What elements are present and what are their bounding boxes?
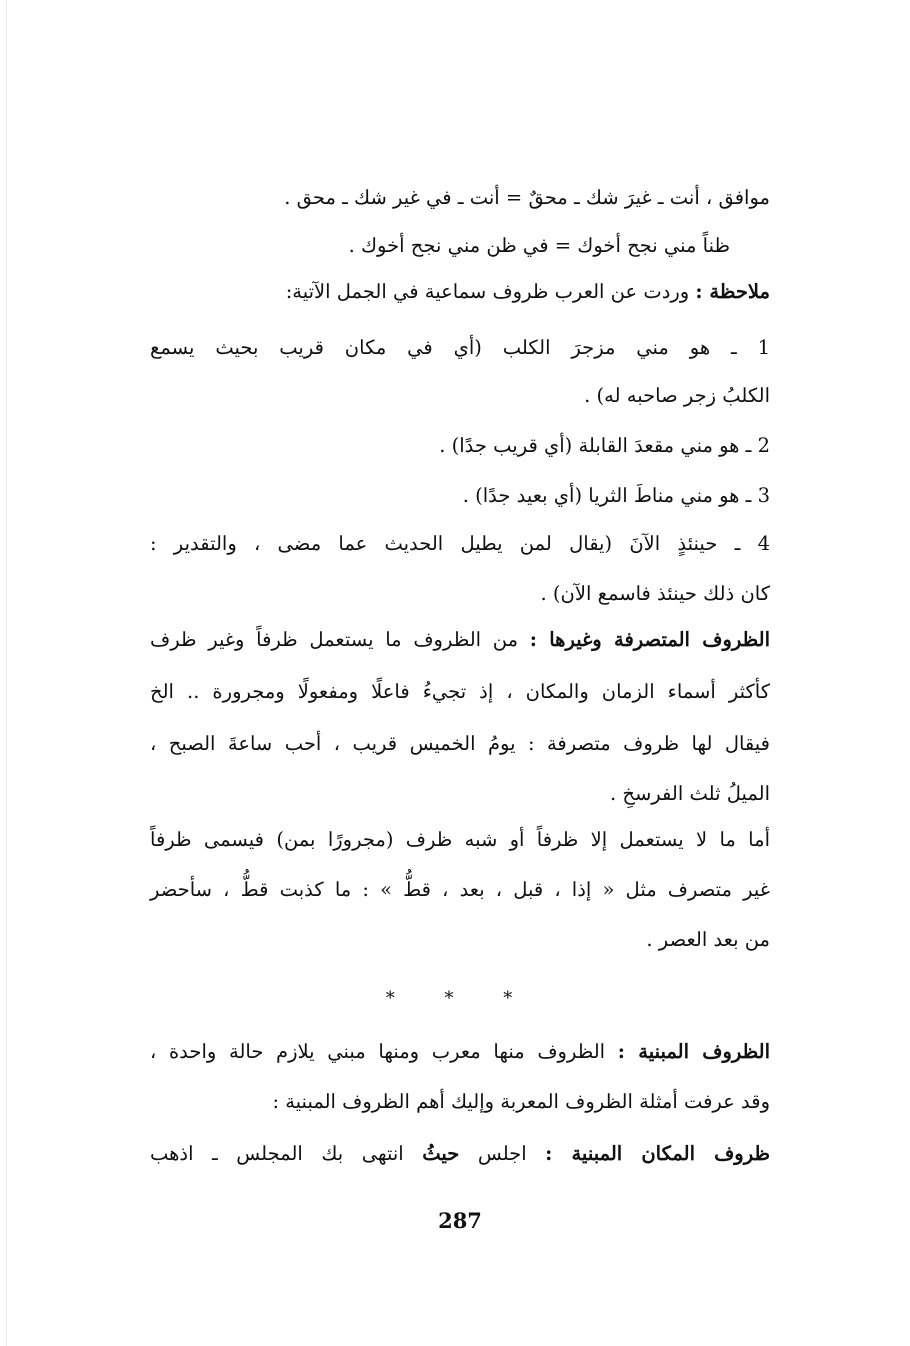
page-edge-shadow	[6, 0, 7, 1346]
indeclinable-intro-text: الظروف منها معرب ومنها مبني يلازم حالة واحدة ،	[150, 1040, 606, 1063]
declinable-paragraph-line-1	[150, 626, 770, 654]
declinable-heading: الظروف المتصرفة وغيرها :	[529, 628, 770, 651]
indeclinable-paragraph-line-2: وقد عرفت أمثلة الظروف المعربة وإليك أهم الظروف المبنية :	[272, 1090, 770, 1113]
place-adverbs-heading: ظروف المكان المبنية :	[545, 1142, 771, 1165]
example-1-line-2: الكلبُ زجر صاحبه له) .	[584, 384, 770, 407]
declinable-paragraph-line-3: فيقال لها ظروف متصرفة : يومُ الخميس قريب ، أحب ساعةَ الصبح ،	[150, 732, 770, 755]
text-line-2: ظناً مني نجح أخوك = في ظن مني نجح أخوك .	[348, 234, 730, 257]
indeclinable-paragraph-line-1	[150, 1038, 770, 1066]
place-adverbs-text-1: اجلس	[477, 1142, 527, 1165]
note-heading: ملاحظة :	[695, 280, 770, 303]
section-separator: * * *	[385, 988, 535, 1009]
place-adverbs-line	[150, 1140, 770, 1168]
declinable-paragraph-line-2: كأكثر أسماء الزمان والمكان ، إذ تجيءُ فاعلًا ومفعولًا ومجرورة .. الخ	[150, 680, 770, 703]
note-paragraph	[286, 278, 770, 306]
declinable-paragraph-line-4: الميلُ ثلث الفرسخِ .	[609, 782, 770, 805]
page-number: 287	[438, 1208, 482, 1233]
text-line-1: موافق ، أنت ـ غيرَ شك ـ محقٌ = أنت ـ في غير شك ـ محق .	[284, 186, 770, 209]
example-2: 2 ـ هو مني مقعدَ القابلة (أي قريب جدًا) .	[439, 434, 770, 457]
example-1-line-1: 1 ـ هو مني مزجرَ الكلب (أي في مكان قريب بحيث يسمع	[150, 336, 770, 359]
example-3: 3 ـ هو مني مناطَ الثريا (أي بعيد جدًا) .	[462, 484, 770, 507]
example-4-line-1: 4 ـ حينئذٍ الآنَ (يقال لمن يطيل الحديث عما مضى ، والتقدير :	[150, 532, 770, 555]
non-declinable-line-2: غير متصرف مثل « إذا ، قبل ، بعد ، قطُّ » : ما كذبت قطُّ ، سأحضر	[150, 878, 770, 901]
note-intro-text: وردت عن العرب ظروف سماعية في الجمل الآتية:	[285, 280, 690, 303]
place-adverbs-text-2: انتهى بك المجلس ـ اذهب	[150, 1142, 404, 1165]
indeclinable-heading: الظروف المبنية :	[617, 1040, 770, 1063]
example-4-line-2: كان ذلك حينئذ فاسمع الآن) .	[540, 582, 770, 605]
declinable-intro-text: من الظروف ما يستعمل ظرفاً وغير ظرف	[150, 628, 519, 651]
haythu-word: حيثُ	[422, 1142, 460, 1165]
non-declinable-line-3: من بعد العصر .	[646, 928, 770, 951]
non-declinable-line-1: أما ما لا يستعمل إلا ظرفاً أو شبه ظرف (مجرورًا بمن) فيسمى ظرفاً	[150, 828, 770, 851]
